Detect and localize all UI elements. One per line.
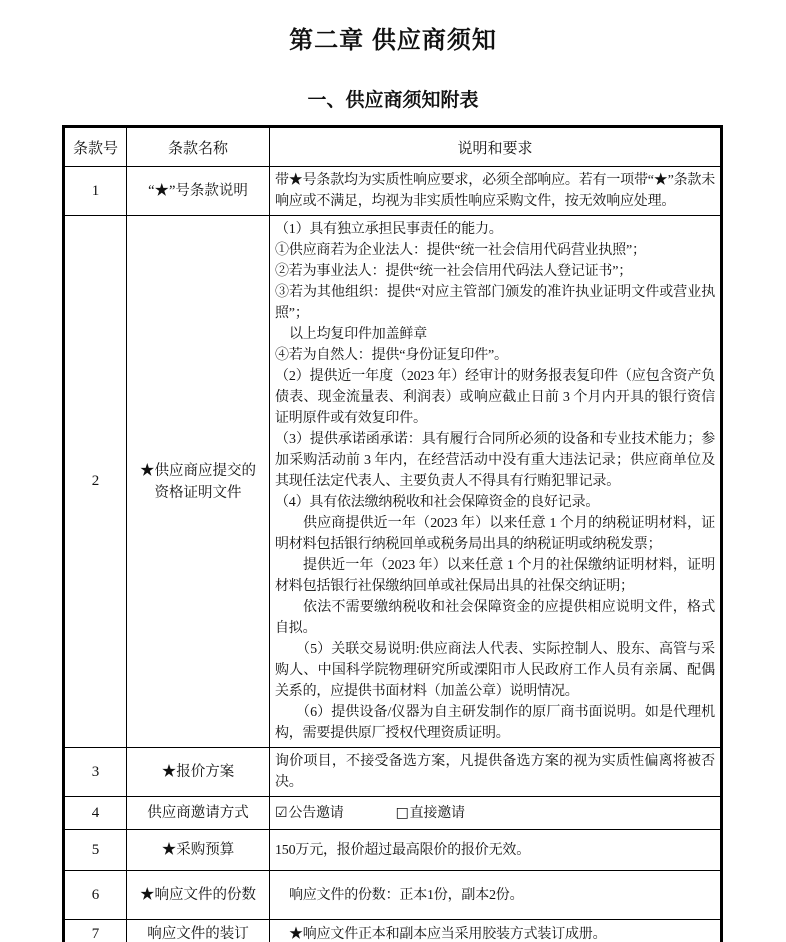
clause-paragraph: 依法不需要缴纳税收和社会保障资金的应提供相应说明文件，格式自拟。 (275, 600, 715, 636)
clause-paragraph: （5）关联交易说明:供应商法人代表、实际控制人、股东、高管与采购人、中国科学院物理研究所或溧阳市人民政府工作人员有亲属、配偶关系的，应提供书面材料（加盖公章）说明情况。 (275, 642, 715, 699)
clause-number-cell: 3 (64, 748, 127, 797)
table-row (64, 830, 722, 871)
clause-paragraph: （6）提供设备/仪器为自主研发制作的原厂商书面说明。如是代理机构，需要提供原厂授权代理资质证明。 (275, 705, 715, 741)
table-row (64, 797, 722, 830)
checkbox-label: 公告邀请 (288, 805, 344, 821)
clause-paragraph: ②若为事业法人：提供“统一社会信用代码法人登记证书”； (275, 264, 633, 279)
clause-paragraph: ★响应文件正本和副本应当采用胶装方式装订成册。 (289, 926, 607, 942)
clause-paragraph: ④若为自然人：提供“身份证复印件”。 (275, 348, 508, 363)
clause-description-cell (270, 830, 722, 871)
table-header-row (64, 127, 722, 167)
clause-paragraph: 供应商提供近一年（2023 年）以来任意 1 个月的纳税证明材料，证明材料包括银行纳税回单或税务局出具的纳税证明或纳税发票； (275, 516, 715, 552)
clause-paragraph: （3）提供承诺函承诺：具有履行合同所必须的设备和专业技术能力；参加采购活动前 3 年内，在经营活动中没有重大违法记录；供应商单位及其现任法定代表人、主要负责人不得具有行贿犯罪记录。 (275, 432, 715, 489)
clause-paragraph: 响应文件的份数：正本1份，副本2份。 (289, 887, 524, 903)
chapter-title: 第二章 供应商须知 (289, 27, 497, 54)
clause-name-cell: ★响应文件的份数 (127, 871, 270, 920)
clause-description-cell (270, 871, 722, 920)
table-row (64, 920, 722, 942)
checkbox-unchecked-icon: □ (395, 804, 409, 821)
checkbox-label: 直接邀请 (409, 805, 465, 821)
clause-name-cell: 供应商邀请方式 (127, 797, 270, 830)
clause-description-cell (270, 167, 722, 216)
clause-description-cell (270, 216, 722, 748)
supplier-instructions-table (62, 125, 723, 942)
clause-paragraph: 带★号条款均为实质性响应要求，必须全部响应。若有一项带“★”条款未响应或不满足，均视为非实质性响应采购文件，按无效响应处理。 (275, 173, 715, 209)
checkbox-option (275, 803, 344, 824)
checkbox-option (396, 803, 465, 824)
checkbox-checked-icon: ☑ (275, 804, 288, 821)
clause-paragraph: （4）具有依法缴纳税收和社会保障资金的良好记录。 (275, 495, 600, 510)
clause-name-cell: ★供应商应提交的资格证明文件 (127, 216, 270, 748)
clause-number-cell: 1 (64, 167, 127, 216)
clause-paragraph: （1）具有独立承担民事责任的能力。 (275, 222, 503, 237)
clauses-body (64, 167, 722, 942)
clause-description-cell (270, 920, 722, 942)
clause-name-cell: 响应文件的装订 (127, 920, 270, 942)
table-row (64, 871, 722, 920)
invitation-method-options (275, 803, 715, 824)
clause-number-cell: 2 (64, 216, 127, 748)
clause-number-cell: 7 (64, 920, 127, 942)
clause-paragraph: （2）提供近一年度（2023 年）经审计的财务报表复印件（应包含资产负债表、现金流量表、利润表）或响应截止日前 3 个月内开具的银行资信证明原件或有效复印件。 (275, 369, 715, 426)
table-row (64, 748, 722, 797)
document-page (0, 25, 786, 942)
header-clause-number: 条款号 (64, 127, 127, 167)
clause-description-cell (270, 797, 722, 830)
header-clause-name: 条款名称 (127, 127, 270, 167)
clause-paragraph: 150万元，报价超过最高限价的报价无效。 (275, 842, 530, 858)
clause-name-cell: ★采购预算 (127, 830, 270, 871)
section-title: 一、供应商须知附表 (307, 90, 479, 111)
table-row (64, 216, 722, 748)
clause-paragraph: 以上均复印件加盖鲜章 (289, 327, 427, 342)
clause-paragraph: ③若为其他组织：提供“对应主管部门颁发的准许执业证明文件或营业执照”； (275, 285, 715, 321)
clause-name-cell: “★”号条款说明 (127, 167, 270, 216)
clause-paragraph: ①供应商若为企业法人：提供“统一社会信用代码营业执照”； (275, 243, 646, 258)
clause-number-cell: 5 (64, 830, 127, 871)
clause-number-cell: 4 (64, 797, 127, 830)
clause-paragraph: 提供近一年（2023 年）以来任意 1 个月的社保缴纳证明材料，证明材料包括银行社保缴纳回单或社保局出具的社保交纳证明； (275, 558, 715, 594)
clause-paragraph: 询价项目，不接受备选方案，凡提供备选方案的视为实质性偏离将被否决。 (275, 754, 715, 790)
header-description: 说明和要求 (270, 127, 722, 167)
clause-name-cell: ★报价方案 (127, 748, 270, 797)
clause-number-cell: 6 (64, 871, 127, 920)
clause-description-cell (270, 748, 722, 797)
table-row (64, 167, 722, 216)
